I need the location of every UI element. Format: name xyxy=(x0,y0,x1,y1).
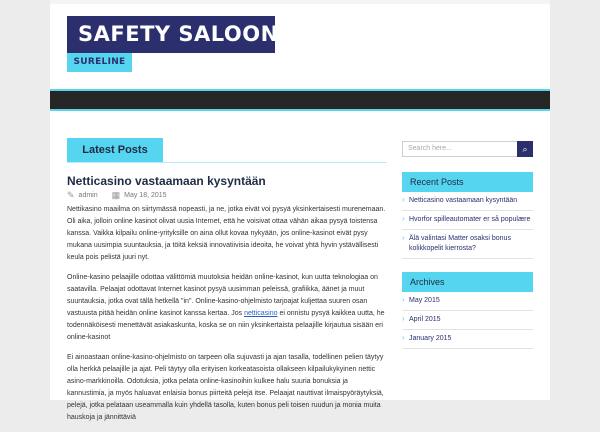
section-divider xyxy=(67,162,387,163)
archive-link[interactable]: › January 2015 xyxy=(402,330,533,349)
post-paragraph: Nettikasino maailma on siirtymässä nopeasti, ja ne, jotka eivät voi pysyä yksinkertaisesti murenemaan. Oli aika, jolloin online kasinot olivat uusia Internet, että he voisivat ottaa vähän aikaa pysyä toistensa kanssa. Vaikka kilpailu online-yrityksille on aina ollut kovaa nykyään, jos online-kasinot eivät pysy mukana uusimpia suuntauksia, ja töitä keksiä innovatiivisia ideoita, he voivat yhtä hyvin ystävällisesti keula pois pelistä juuri nyt. xyxy=(67,206,386,261)
top-strip xyxy=(50,0,550,4)
search-icon[interactable]: ⌕ xyxy=(517,141,533,157)
archives-title: Archives xyxy=(402,272,533,292)
post-title[interactable]: Netticasino vastaamaan kysyntään xyxy=(67,174,266,188)
post-author[interactable]: admin xyxy=(78,192,98,199)
recent-posts-list xyxy=(402,192,533,259)
calendar-icon: ▦ xyxy=(111,190,121,200)
archives-list xyxy=(402,292,533,349)
recent-post-link[interactable]: › Netticasino vastaamaan kysyntään xyxy=(402,192,533,211)
site-tagline: SURELINE xyxy=(67,53,132,72)
netticasino-link[interactable]: netticasino xyxy=(244,310,278,317)
recent-posts-title: Recent Posts xyxy=(402,172,533,192)
archive-link[interactable]: › April 2015 xyxy=(402,311,533,330)
main-nav-bar xyxy=(50,89,550,111)
site-logo[interactable]: SAFETY SALOON xyxy=(67,16,275,53)
post-date: May 18, 2015 xyxy=(124,192,167,199)
post-meta xyxy=(67,190,167,201)
post-paragraph: Ei ainoastaan online-kasino-ohjelmisto on tarpeen olla sujuvasti ja ajan tasalla, todellinen pelien täytyy olla herkkä pelaajille ja ajat. Peli täytyy olla erityisen korkeatasoista ollakseen kilpailukykyinen nettic asino-markkinoilla. Odotuksia, jotka pelata online-kasinoihin kulkee halu suuria bonuksia ja kannustimia, ja myös haluavat enlaisia bonus piirteitä pelejä itse. Pelaajat nauttivat ilmaispyöräytyksiä, pelejä, jotka pelataan useammalla kuin yhdellä tasolla, kuten bonus peli toisen ruudun ja monia muita hauskoja ja jännittäviä xyxy=(67,354,384,421)
search-input[interactable]: Search here... xyxy=(402,141,533,157)
archive-link[interactable]: › May 2015 xyxy=(402,292,533,311)
recent-post-link[interactable]: › Hvorfor spilleautomater er så populære xyxy=(402,211,533,230)
post-paragraph: Online-kasino pelaajille odottaa välittömiä muutoksia heidän online-kasinot, kun uutta teknologiaa on saatavilla. Pelaajat odottavat Internet kasinot pysyä uusimman peleissä, grafiikka, äänet ja muut suuntauksia, jotka ovat tällä hetkellä "in". Online-kasino-ohjelmisto tarjoajat kuljettaa suuren osan vastuusta pitää heidän online kasinot kanssa kertaa. Jos netticasino ei onnistu pysyä kaikkea uutta, he todennäköisesti menettävät asiakaskunta, koska se on niin yksinkertaista pelaajille kirjautua sisään eri online-kasinot xyxy=(67,274,385,341)
post-body xyxy=(67,204,389,432)
pencil-icon: ✎ xyxy=(67,190,75,200)
section-title: Latest Posts xyxy=(67,138,163,163)
recent-post-link[interactable]: › Älä valintasi Matter osaksi bonus kolikkopelit kierrosta? xyxy=(402,230,533,259)
